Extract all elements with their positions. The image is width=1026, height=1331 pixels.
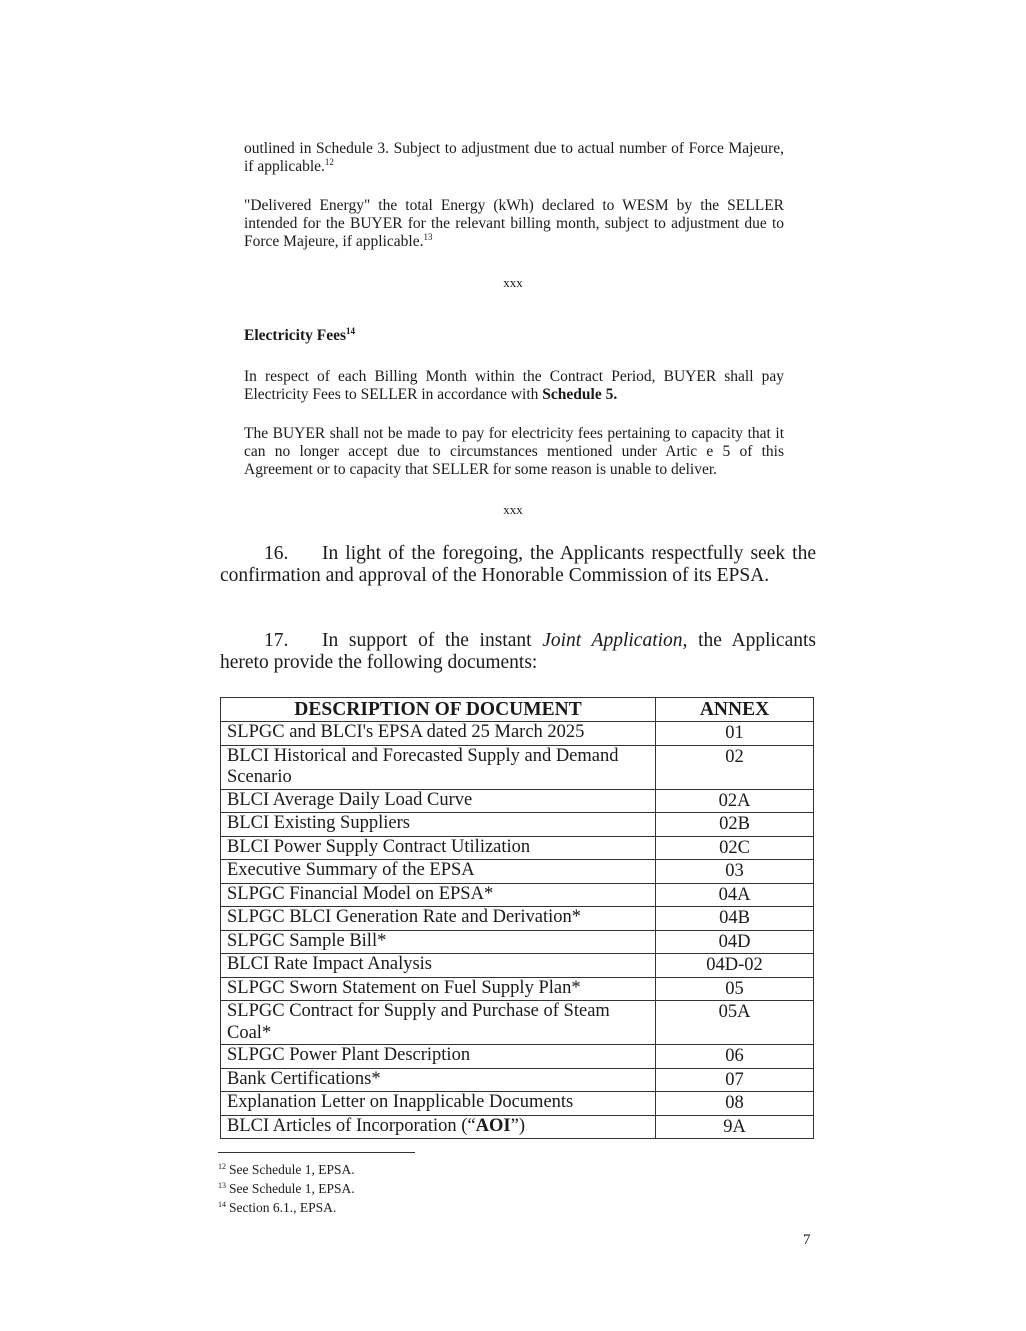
quote-block-1 (244, 140, 784, 176)
page-number: 7 (803, 1232, 811, 1248)
row-annex: 04A (656, 883, 814, 907)
paragraph-17-number: 17. (264, 630, 289, 651)
footnote-num: 13 (218, 1180, 226, 1190)
table-row (221, 1068, 814, 1092)
table-row (221, 1045, 814, 1069)
heading-text: Electricity Fees (244, 327, 346, 344)
quote-2-text: "Delivered Energy" the total Energy (kWh) declared to WESM by the SELLER intended for the BUYER for the relevant billing month, subject to adjustment due to Force Majeure, if applicable. (244, 197, 784, 250)
row-description: BLCI Average Daily Load Curve (221, 789, 656, 813)
quote-3-bold: Schedule 5. (542, 386, 618, 403)
table-row (221, 1001, 814, 1045)
table-row (221, 745, 814, 789)
row-annex: 07 (656, 1068, 814, 1092)
row-description: SLPGC Sworn Statement on Fuel Supply Plan* (221, 977, 656, 1001)
row-description: Executive Summary of the EPSA (221, 860, 656, 884)
footnote-ref-14: 14 (345, 325, 355, 336)
footnote-12 (218, 1160, 355, 1179)
header-annex: ANNEX (656, 698, 814, 722)
table-row (221, 954, 814, 978)
footnotes (218, 1160, 355, 1217)
quote-3-text: In respect of each Billing Month within the Contract Period, BUYER shall pay Electricity Fees to SELLER in accordance with (244, 368, 784, 403)
footnote-ref-13: 13 (423, 231, 433, 242)
footnote-text: Section 6.1., EPSA. (229, 1200, 337, 1215)
table-row (221, 789, 814, 813)
row-annex: 04D (656, 930, 814, 954)
table-row (221, 860, 814, 884)
row-annex: 01 (656, 722, 814, 746)
paragraph-17-text-after: the Applicants hereto provide the following documents: (220, 630, 816, 673)
table-row (221, 883, 814, 907)
paragraph-17-text-before: In support of the instant (322, 630, 543, 651)
paragraph-17-italic: Joint Application, (542, 630, 688, 651)
row-annex: 04B (656, 907, 814, 931)
table-row (221, 1115, 814, 1139)
header-description: DESCRIPTION OF DOCUMENT (221, 698, 656, 722)
row-description: SLPGC Contract for Supply and Purchase of Steam Coal* (221, 1001, 656, 1045)
footnote-num: 12 (218, 1161, 226, 1171)
footnote-ref-12: 12 (324, 156, 334, 167)
table-row (221, 977, 814, 1001)
quote-4-text: The BUYER shall not be made to pay for electricity fees pertaining to capacity that it can no longer accept due to circumstances mentioned under Artic e 5 of this Agreement or to capacity that SELLER for some reason is unable to deliver. (244, 425, 784, 478)
paragraph-16-text: In light of the foregoing, the Applicants respectfully seek the confirmation and approval of the Honorable Commission of its EPSA. (220, 543, 816, 586)
paragraph-16-number: 16. (264, 543, 289, 564)
row-description: BLCI Historical and Forecasted Supply and Demand Scenario (221, 745, 656, 789)
row-annex: 05A (656, 1001, 814, 1045)
table-row (221, 813, 814, 837)
table-body (221, 722, 814, 1139)
table-row (221, 1092, 814, 1116)
row-description (221, 1115, 656, 1139)
row-description-before: BLCI Articles of Incorporation (“ (227, 1115, 476, 1136)
row-description: SLPGC Financial Model on EPSA* (221, 883, 656, 907)
row-description: SLPGC Power Plant Description (221, 1045, 656, 1069)
footnote-13 (218, 1179, 355, 1198)
separator-xxx-1: xxx (503, 275, 523, 290)
row-annex: 02A (656, 789, 814, 813)
row-annex: 03 (656, 860, 814, 884)
quote-block-4 (244, 425, 784, 479)
row-annex: 02C (656, 836, 814, 860)
row-annex: 02B (656, 813, 814, 837)
table-row (221, 722, 814, 746)
footnote-text: See Schedule 1, EPSA. (229, 1181, 355, 1196)
paragraph-16 (220, 543, 816, 587)
table-row (221, 907, 814, 931)
documents-table (220, 697, 814, 1139)
footnote-num: 14 (218, 1199, 226, 1209)
row-description: Bank Certifications* (221, 1068, 656, 1092)
section-heading (244, 327, 355, 345)
row-description-after: ”) (510, 1115, 525, 1136)
row-annex: 02 (656, 745, 814, 789)
separator-xxx-2: xxx (503, 502, 523, 517)
row-annex: 04D-02 (656, 954, 814, 978)
table-row (221, 836, 814, 860)
row-description: SLPGC BLCI Generation Rate and Derivation* (221, 907, 656, 931)
table-header-row (221, 698, 814, 722)
row-annex: 05 (656, 977, 814, 1001)
row-description: BLCI Existing Suppliers (221, 813, 656, 837)
row-description: SLPGC and BLCI's EPSA dated 25 March 2025 (221, 722, 656, 746)
footnote-text: See Schedule 1, EPSA. (229, 1162, 355, 1177)
row-description-bold: AOI (475, 1115, 511, 1136)
row-description: Explanation Letter on Inapplicable Documents (221, 1092, 656, 1116)
footnote-14 (218, 1198, 355, 1217)
row-description: BLCI Rate Impact Analysis (221, 954, 656, 978)
row-description: SLPGC Sample Bill* (221, 930, 656, 954)
quote-block-3 (244, 368, 784, 404)
quote-block-2 (244, 197, 784, 251)
paragraph-17 (220, 630, 816, 674)
row-annex: 06 (656, 1045, 814, 1069)
row-annex: 08 (656, 1092, 814, 1116)
row-annex: 9A (656, 1115, 814, 1139)
table-row (221, 930, 814, 954)
footnote-divider (218, 1152, 415, 1153)
row-description: BLCI Power Supply Contract Utilization (221, 836, 656, 860)
quote-1-text: outlined in Schedule 3. Subject to adjustment due to actual number of Force Majeure, if applicable. (244, 140, 784, 175)
